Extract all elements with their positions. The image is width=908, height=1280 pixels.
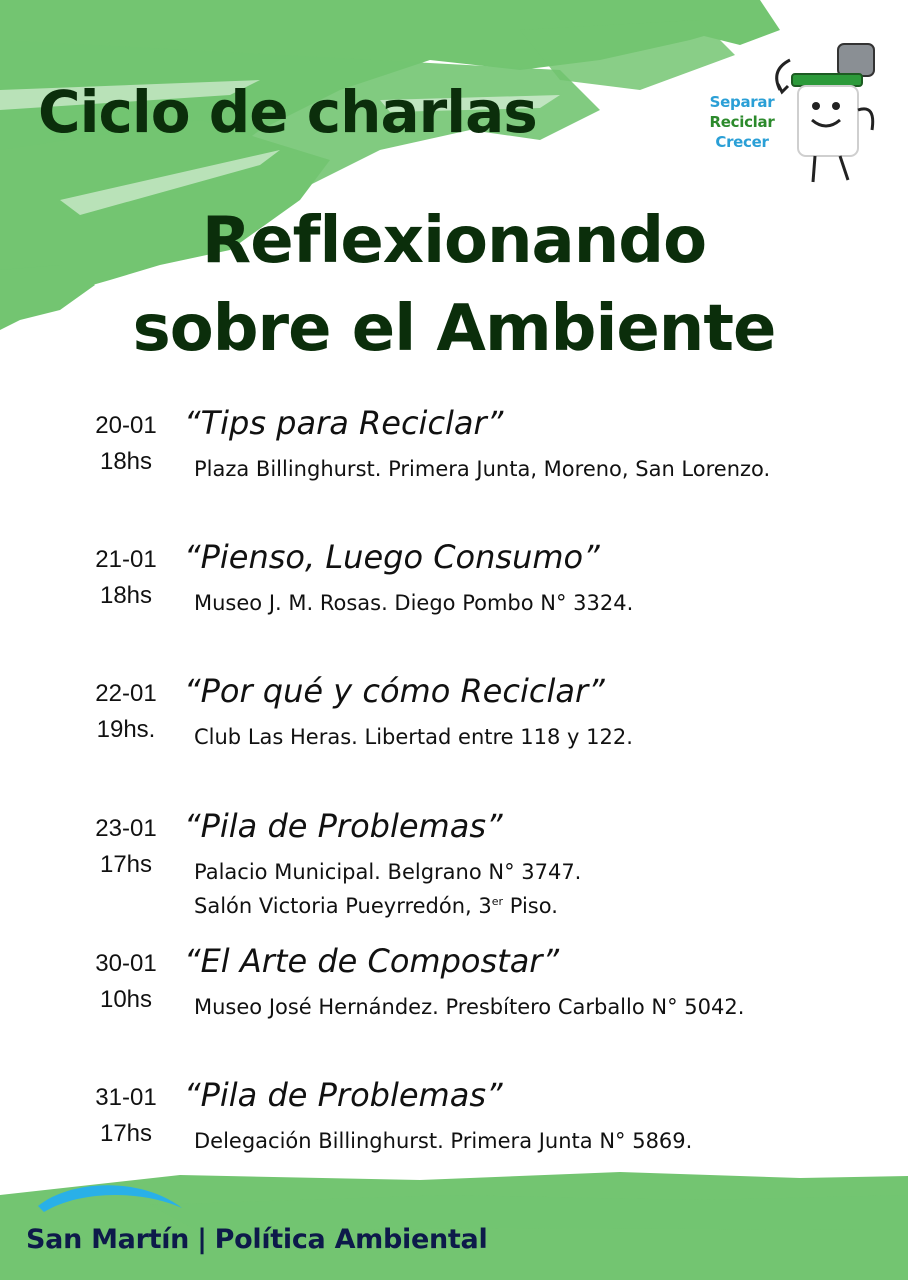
event-title: “Pila de Problemas” — [184, 807, 503, 845]
event-location-text-end: Piso. — [503, 894, 558, 918]
event-time: 18hs — [99, 582, 153, 609]
main-title-line-1: Reflexionando — [201, 204, 707, 278]
event-location — [194, 586, 633, 620]
event-location-line: Plaza Billinghurst. Primera Junta, Moreno, San Lorenzo. — [194, 457, 771, 481]
event-time: 19hs. — [96, 716, 156, 743]
event-date: 30-01 — [95, 950, 157, 977]
event-item — [0, 404, 908, 522]
event-date: 23-01 — [95, 815, 157, 842]
event-item — [0, 942, 908, 1060]
event-title: “Por qué y cómo Reciclar” — [184, 672, 605, 710]
event-location — [194, 1124, 692, 1158]
event-title: “Pila de Problemas” — [184, 1076, 503, 1114]
event-time: 10hs — [99, 986, 153, 1013]
event-location — [194, 452, 770, 486]
event-title: “El Arte de Compostar” — [184, 942, 560, 980]
footer-org: San Martín — [26, 1224, 190, 1255]
event-location — [194, 990, 744, 1024]
event-date: 22-01 — [95, 680, 157, 707]
event-location — [194, 855, 581, 923]
event-time: 17hs — [99, 1120, 153, 1147]
san-martin-logo-swoosh-icon — [30, 1178, 190, 1218]
event-location-text: Salón Victoria Pueyrredón, 3 — [194, 894, 492, 918]
event-title: “Pienso, Luego Consumo” — [184, 538, 600, 576]
badge-word-crecer: Crecer — [715, 133, 769, 151]
main-title — [0, 198, 908, 372]
event-item — [0, 807, 908, 925]
event-time: 17hs — [99, 851, 153, 878]
event-location-line: Palacio Municipal. Belgrano N° 3747. — [194, 860, 582, 884]
event-item — [0, 538, 908, 656]
event-location-line: Museo J. M. Rosas. Diego Pombo N° 3324. — [194, 591, 634, 615]
badge-slogan — [692, 92, 792, 152]
footer-signature — [26, 1224, 487, 1255]
event-location-line-2 — [194, 889, 581, 923]
event-time: 18hs — [99, 448, 153, 475]
ordinal-suffix: er — [491, 895, 504, 908]
badge-word-separar: Separar — [709, 93, 775, 111]
event-title: “Tips para Reciclar” — [184, 404, 504, 442]
event-item — [0, 672, 908, 790]
event-date: 20-01 — [95, 412, 157, 439]
series-title: Ciclo de charlas — [38, 78, 537, 146]
main-title-line-2: sobre el Ambiente — [132, 292, 776, 366]
badge-word-reciclar: Reciclar — [709, 113, 775, 131]
event-location-line: Club Las Heras. Libertad entre 118 y 122. — [194, 725, 633, 749]
event-location-line: Museo José Hernández. Presbítero Carballo N° 5042. — [194, 995, 745, 1019]
footer-separator: | — [197, 1224, 207, 1255]
event-location-line: Delegación Billinghurst. Primera Junta N° 5869. — [194, 1129, 693, 1153]
event-location — [194, 720, 633, 754]
event-date: 31-01 — [95, 1084, 157, 1111]
footer-department: Política Ambiental — [214, 1224, 488, 1255]
event-date: 21-01 — [95, 546, 157, 573]
